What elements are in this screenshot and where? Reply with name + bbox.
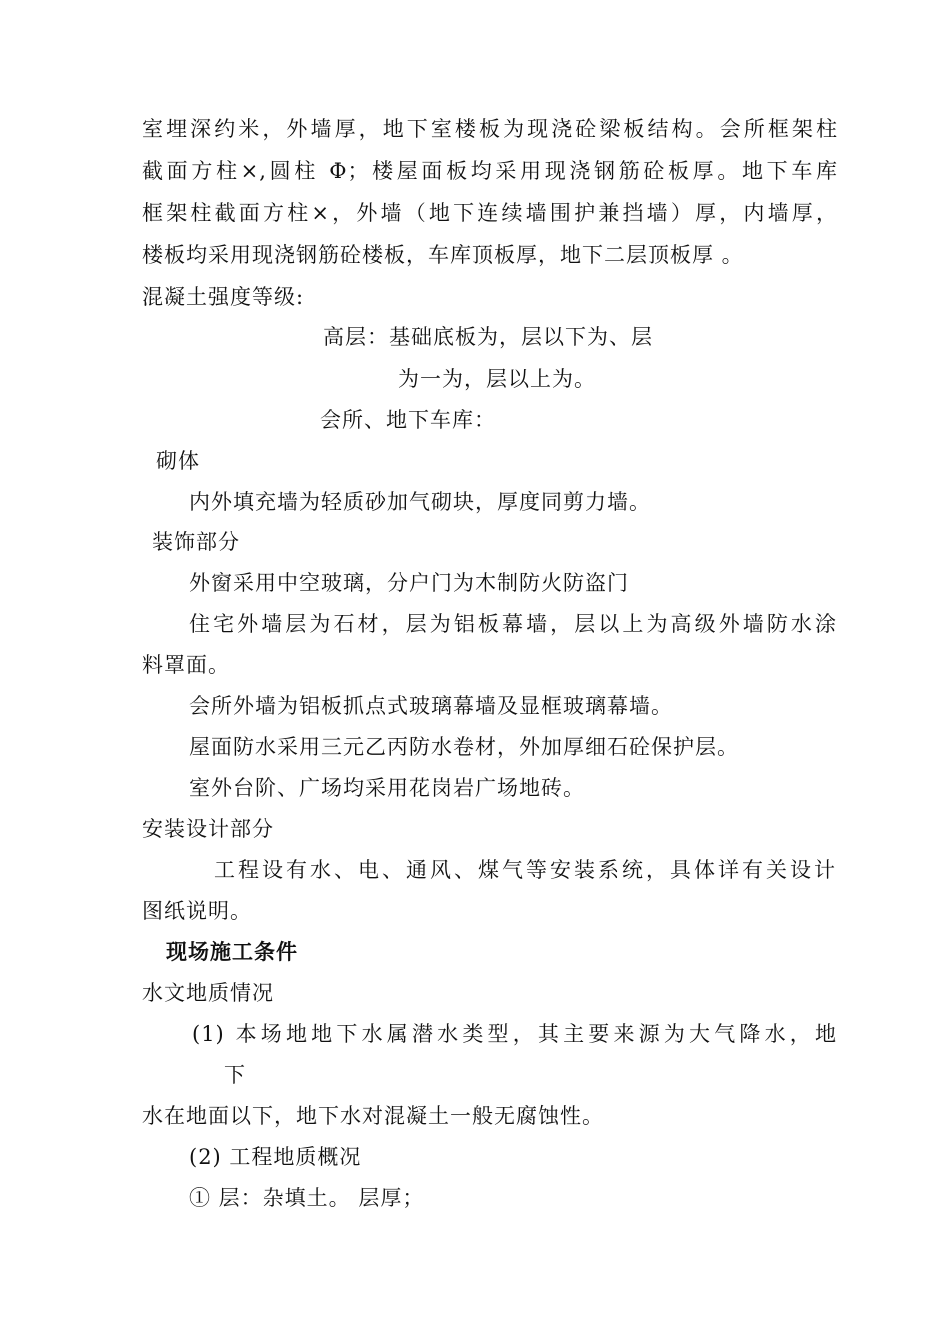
- section-label: 安装设计部分: [142, 817, 274, 841]
- paragraph-line: 图纸说明。: [142, 899, 252, 923]
- concrete-grade-line: 为一为，层以上为。: [398, 367, 596, 391]
- paragraph-line: 截面方柱×,圆柱 Φ；楼屋面板均采用现浇钢筋砼板厚。地下车库: [142, 159, 838, 183]
- paragraph-line: 室外台阶、广场均采用花岗岩广场地砖。: [189, 776, 585, 800]
- paragraph-line: 内外填充墙为轻质砂加气砌块，厚度同剪力墙。: [189, 490, 651, 514]
- section-label: 装饰部分: [152, 530, 240, 554]
- paragraph-line: 框架柱截面方柱×，外墙（地下连续墙围护兼挡墙）厚，内墙厚，: [142, 201, 838, 225]
- list-item: (2) 工程地质概况: [189, 1145, 362, 1169]
- section-label: 混凝土强度等级:: [142, 285, 305, 309]
- list-item: ① 层：杂填土。 层厚；: [189, 1186, 425, 1210]
- paragraph-line: 楼板均采用现浇钢筋砼楼板，车库顶板厚，地下二层顶板厚 。: [142, 243, 744, 267]
- section-label: 砌体: [156, 449, 200, 473]
- paragraph-line: 会所外墙为铝板抓点式玻璃幕墙及显框玻璃幕墙。: [189, 694, 673, 718]
- concrete-grade-line: 会所、地下车库：: [320, 408, 496, 432]
- paragraph-line: 工程设有水、电、通风、煤气等安装系统，具体详有关设计: [214, 858, 836, 882]
- paragraph-line: 住宅外墙层为石材，层为铝板幕墙，层以上为高级外墙防水涂: [189, 612, 837, 636]
- paragraph-line: 屋面防水采用三元乙丙防水卷材，外加厚细石砼保护层。: [189, 735, 739, 759]
- concrete-grade-line: 高层：基础底板为，层以下为、层: [323, 325, 653, 349]
- section-label: 水文地质情况: [142, 981, 274, 1005]
- paragraph-line: 外窗采用中空玻璃，分户门为木制防火防盗门: [189, 571, 629, 595]
- list-item-continuation: 下: [224, 1063, 246, 1087]
- paragraph-line: 料罩面。: [142, 653, 230, 677]
- paragraph-line: 水在地面以下，地下水对混凝土一般无腐蚀性。: [142, 1104, 604, 1128]
- list-item: (1) 本场地地下水属潜水类型，其主要来源为大气降水，地: [192, 1022, 837, 1046]
- section-heading: 现场施工条件: [166, 939, 298, 964]
- paragraph-line: 室埋深约米，外墙厚，地下室楼板为现浇砼梁板结构。会所框架柱: [142, 117, 838, 141]
